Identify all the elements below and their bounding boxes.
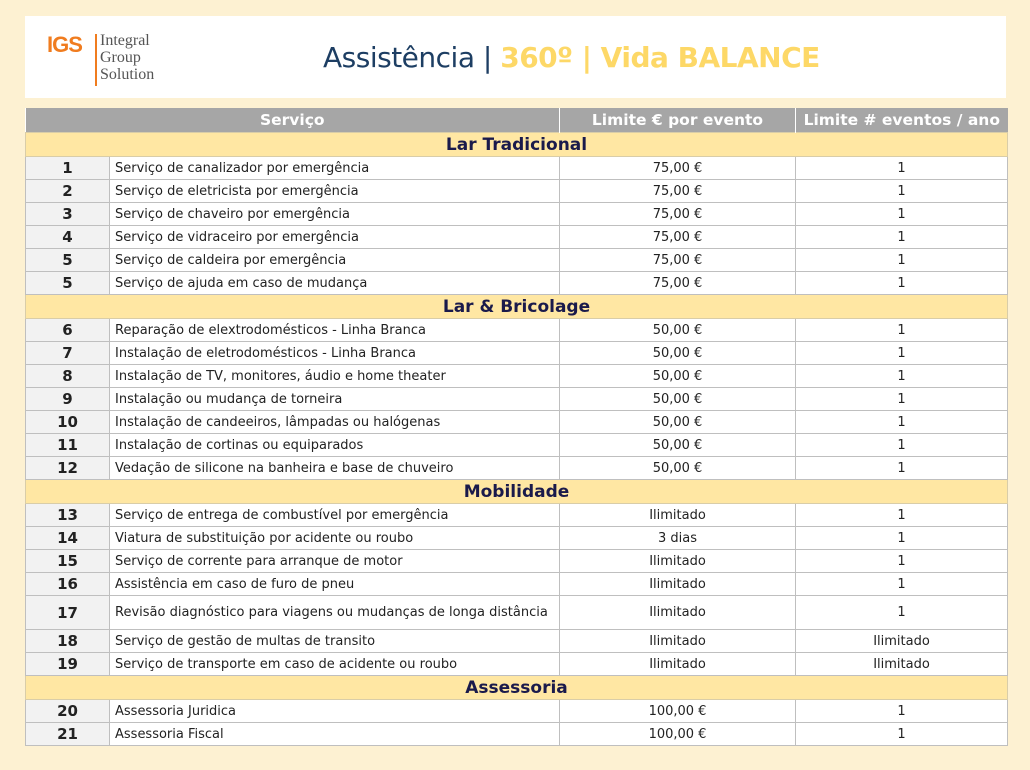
header-limit-per-event: Limite € por evento [560,108,796,133]
row-number: 11 [26,434,110,457]
service-name: Instalação de TV, monitores, áudio e home theater [110,365,560,388]
events-per-year: 1 [796,365,1008,388]
service-name: Serviço de corrente para arranque de motor [110,550,560,573]
table-body [26,133,1008,746]
service-name: Viatura de substituição por acidente ou roubo [110,527,560,550]
title-part-2: 360º | Vida BALANCE [500,41,820,74]
section-row [26,295,1008,319]
events-per-year: 1 [796,723,1008,746]
events-per-year: Ilimitado [796,653,1008,676]
limit-per-event: 75,00 € [560,272,796,295]
table-row [26,653,1008,676]
events-per-year: 1 [796,272,1008,295]
events-per-year: 1 [796,157,1008,180]
service-name: Serviço de eletricista por emergência [110,180,560,203]
row-number: 2 [26,180,110,203]
table-row [26,527,1008,550]
service-name: Assistência em caso de furo de pneu [110,573,560,596]
row-number: 4 [26,226,110,249]
service-name: Serviço de transporte em caso de acidente ou roubo [110,653,560,676]
logo-line-1: Integral [100,32,150,49]
limit-per-event: 100,00 € [560,700,796,723]
row-number: 19 [26,653,110,676]
row-number: 7 [26,342,110,365]
table-row [26,457,1008,480]
events-per-year: 1 [796,700,1008,723]
table-header-row [26,108,1008,133]
events-per-year: 1 [796,411,1008,434]
table-row [26,630,1008,653]
section-title: Assessoria [26,676,1008,700]
table-row [26,573,1008,596]
table-row [26,411,1008,434]
table-row [26,550,1008,573]
limit-per-event: Ilimitado [560,653,796,676]
row-number: 9 [26,388,110,411]
table-row [26,504,1008,527]
service-name: Reparação de elextrodomésticos - Linha Branca [110,319,560,342]
service-name: Serviço de vidraceiro por emergência [110,226,560,249]
events-per-year: 1 [796,527,1008,550]
events-per-year: 1 [796,596,1008,630]
row-number: 21 [26,723,110,746]
page-header [25,16,1006,98]
row-number: 17 [26,596,110,630]
table-row [26,388,1008,411]
logo-line-3: Solution [100,66,155,83]
row-number: 15 [26,550,110,573]
limit-per-event: Ilimitado [560,550,796,573]
section-row [26,133,1008,157]
section-title: Lar & Bricolage [26,295,1008,319]
table-row [26,319,1008,342]
header-events-per-year: Limite # eventos / ano [796,108,1008,133]
events-per-year: 1 [796,319,1008,342]
service-name: Vedação de silicone na banheira e base de chuveiro [110,457,560,480]
table-row [26,365,1008,388]
row-number: 5 [26,272,110,295]
limit-per-event: Ilimitado [560,630,796,653]
events-per-year: 1 [796,180,1008,203]
table-row [26,700,1008,723]
limit-per-event: Ilimitado [560,504,796,527]
events-per-year: 1 [796,434,1008,457]
title-part-1: Assistência | [323,41,501,74]
logo-igs-text: IGS [47,32,82,57]
row-number: 16 [26,573,110,596]
section-row [26,480,1008,504]
table-row [26,434,1008,457]
limit-per-event: 50,00 € [560,388,796,411]
page-title [323,40,820,76]
events-per-year: 1 [796,226,1008,249]
service-name: Serviço de canalizador por emergência [110,157,560,180]
service-name: Instalação de cortinas ou equiparados [110,434,560,457]
events-per-year: 1 [796,249,1008,272]
row-number: 5 [26,249,110,272]
limit-per-event: 50,00 € [560,319,796,342]
limit-per-event: 75,00 € [560,226,796,249]
events-per-year: 1 [796,573,1008,596]
events-per-year: 1 [796,550,1008,573]
service-name: Assessoria Fiscal [110,723,560,746]
service-name: Serviço de gestão de multas de transito [110,630,560,653]
events-per-year: Ilimitado [796,630,1008,653]
events-per-year: 1 [796,388,1008,411]
row-number: 3 [26,203,110,226]
table-row [26,180,1008,203]
events-per-year: 1 [796,203,1008,226]
row-number: 18 [26,630,110,653]
table-row [26,249,1008,272]
limit-per-event: 50,00 € [560,434,796,457]
table-row [26,272,1008,295]
table-row [26,226,1008,249]
limit-per-event: 50,00 € [560,457,796,480]
service-name: Serviço de ajuda em caso de mudança [110,272,560,295]
limit-per-event: 50,00 € [560,342,796,365]
limit-per-event: 50,00 € [560,411,796,434]
logo-company-name [100,32,154,83]
table-row [26,723,1008,746]
service-name [110,596,560,630]
table-row [26,596,1008,630]
service-name: Serviço de entrega de combustível por emergência [110,504,560,527]
section-title: Lar Tradicional [26,133,1008,157]
service-name: Serviço de caldeira por emergência [110,249,560,272]
limit-per-event: 3 dias [560,527,796,550]
row-number: 6 [26,319,110,342]
section-row [26,676,1008,700]
row-number: 14 [26,527,110,550]
limit-per-event: Ilimitado [560,596,796,630]
limit-per-event: 75,00 € [560,203,796,226]
services-table [25,108,1008,746]
events-per-year: 1 [796,504,1008,527]
logo-divider [95,34,97,86]
row-number: 8 [26,365,110,388]
header-service: Serviço [26,108,560,133]
row-number: 10 [26,411,110,434]
service-name: Assessoria Juridica [110,700,560,723]
service-name: Instalação de eletrodomésticos - Linha Branca [110,342,560,365]
logo-line-2: Group [100,49,141,66]
section-title: Mobilidade [26,480,1008,504]
limit-per-event: 75,00 € [560,180,796,203]
limit-per-event: 75,00 € [560,249,796,272]
limit-per-event: 100,00 € [560,723,796,746]
row-number: 20 [26,700,110,723]
service-name: Instalação de candeeiros, lâmpadas ou halógenas [110,411,560,434]
events-per-year: 1 [796,457,1008,480]
events-per-year: 1 [796,342,1008,365]
row-number: 13 [26,504,110,527]
row-number: 1 [26,157,110,180]
limit-per-event: Ilimitado [560,573,796,596]
table-row [26,203,1008,226]
limit-per-event: 75,00 € [560,157,796,180]
table-row [26,157,1008,180]
table-row [26,342,1008,365]
service-name: Instalação ou mudança de torneira [110,388,560,411]
row-number: 12 [26,457,110,480]
limit-per-event: 50,00 € [560,365,796,388]
service-name-text: Revisão diagnóstico para viagens ou mudanças de longa distância [115,605,548,620]
service-name: Serviço de chaveiro por emergência [110,203,560,226]
